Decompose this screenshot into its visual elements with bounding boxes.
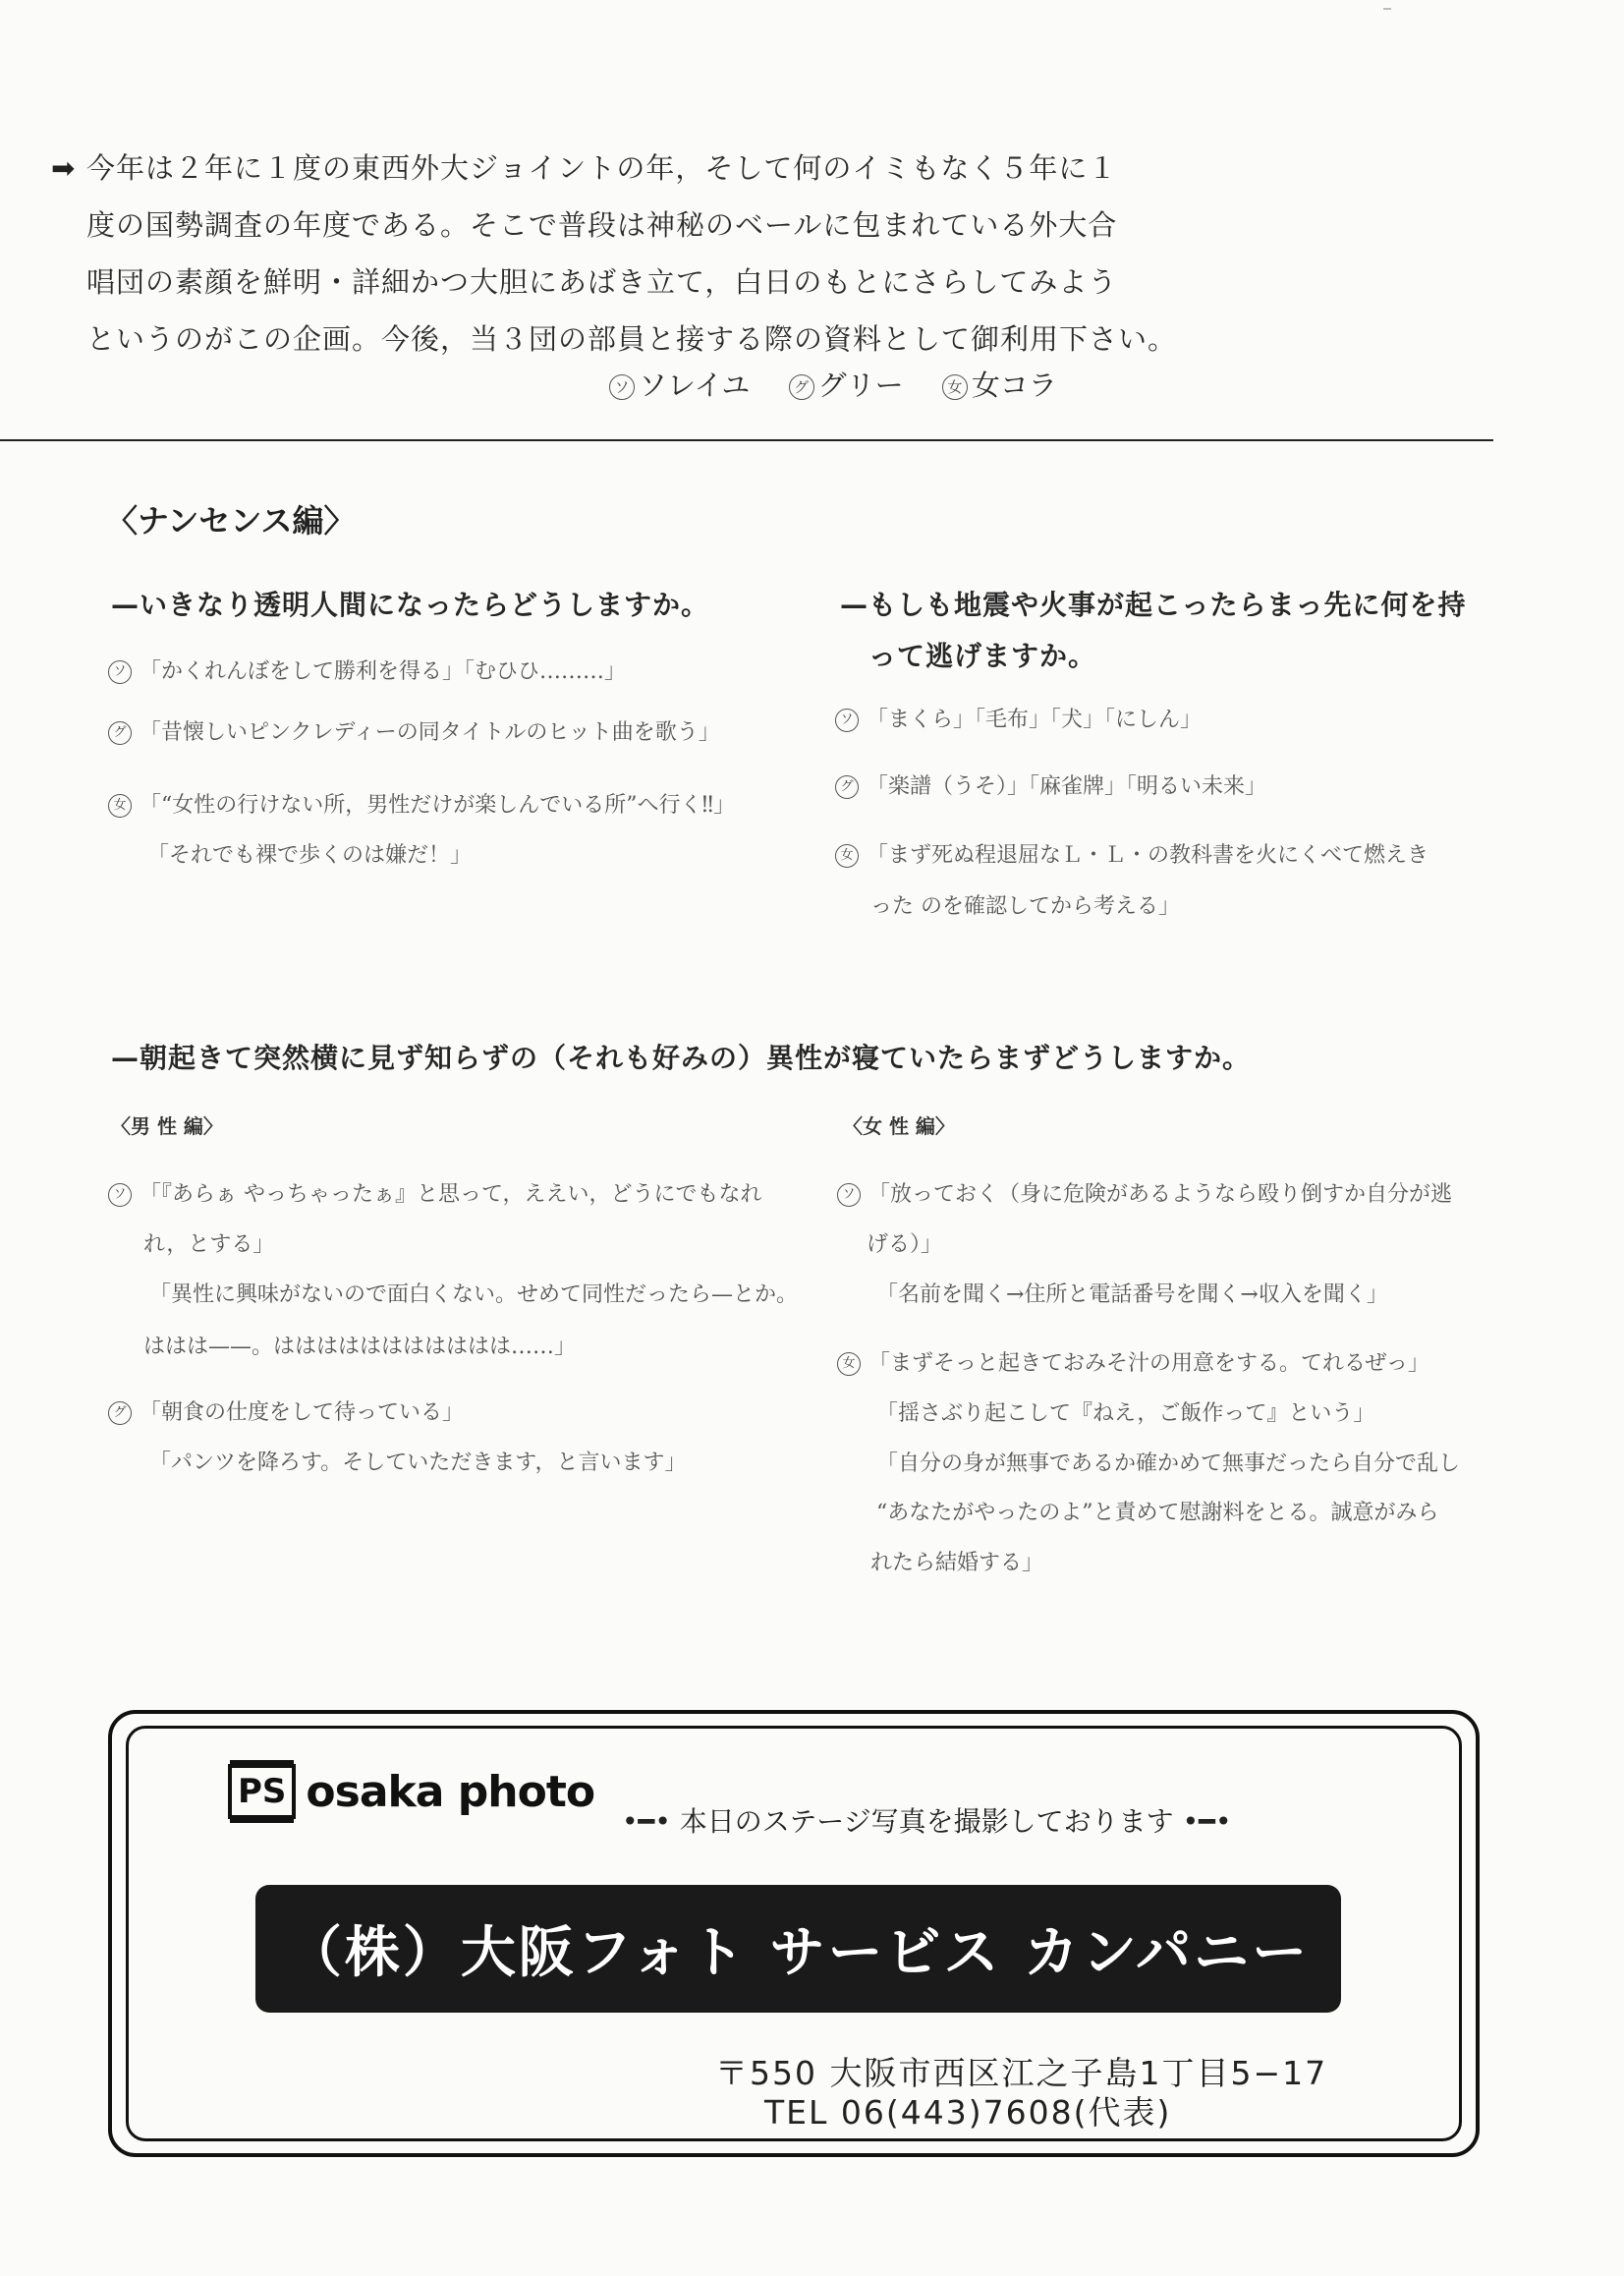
answer-q3-male-glee-line-2: 「パンツを降ろす。そしていただきます，と言います」: [149, 1451, 687, 1475]
circled-gu-icon: グ: [108, 721, 132, 745]
question-2-line-1: —もしも地震や火事が起こったらまっ先に何を持: [840, 589, 1467, 621]
answer-q3-female-women: 女 「まずそっと起きておみそ汁の用意をする。てれるぜっ」: [837, 1346, 1429, 1377]
section-title: 〈ナンセンス編〉: [106, 502, 356, 540]
logo-text: osaka photo: [306, 1766, 595, 1817]
intro-line-1: ➡ 今年は２年に１度の東西外大ジョイントの年，そして何のイミもなく５年に１: [51, 140, 1191, 197]
answer-q1-women: 女 「“女性の行けない所，男性だけが楽しんでいる所”へ行く‼」: [108, 788, 735, 819]
answer-q2-women-line-2: った のを確認してから考える」: [870, 894, 1180, 919]
answer-q3-female-soleil-line-2: げる）」: [867, 1232, 943, 1257]
answer-q1-glee: グ 「昔懐しいピンクレディーの同タイトルのヒット曲を歌う」: [108, 715, 720, 746]
circled-onna-icon: 女: [835, 844, 859, 868]
divider: [0, 439, 1493, 441]
circled-onna-icon: 女: [837, 1352, 861, 1376]
legend-item-glee: グ グリー: [789, 369, 904, 402]
answer-q3-female-soleil: ソ 「放っておく（身に危険があるようなら殴り倒すか自分が逃: [837, 1177, 1452, 1208]
male-section-heading: 〈男 性 編〉: [111, 1114, 223, 1138]
answer-q2-women: 女 「まず死ぬ程退屈なＬ・Ｌ・の教科書を火にくべて燃えき: [835, 838, 1428, 869]
osaka-photo-logo: [228, 1764, 594, 1819]
circled-gu-icon: グ: [835, 775, 859, 799]
company-address: 〒550 大阪市西区江之子島1丁目5−17: [715, 2054, 1328, 2092]
company-name-banner: （株）大阪フォト サービス カンパニー: [255, 1885, 1341, 2013]
intro-line-2: 度の国勢調査の年度である。そこで普段は神秘のベールに包まれている外大合: [86, 208, 1118, 242]
answer-q3-female-soleil-line-3: 「名前を聞く→住所と電話番号を聞く→収入を聞く」: [876, 1282, 1388, 1307]
answer-q1-soleil: ソ 「かくれんぼをして勝利を得る」「むひひ………」: [108, 654, 626, 685]
legend-item-soleil: ソ ソレイユ: [609, 369, 750, 402]
answer-q3-male-soleil: ソ 「『あらぁ やっちゃったぁ』と思って，ええい，どうにでもなれ: [108, 1177, 762, 1208]
circled-so-icon: ソ: [835, 709, 859, 732]
answer-q3-female-women-line-2: 「揺さぶり起こして『ねえ，ご飯作って』という」: [876, 1401, 1375, 1426]
answer-q3-female-women-line-4: “あなたがやったのよ”と責めて慰謝料をとる。誠意がみら: [876, 1501, 1439, 1525]
circled-onna-icon: 女: [942, 374, 968, 400]
circled-gu-icon: グ: [108, 1401, 132, 1425]
answer-q1-women-line-2: 「それでも裸で歩くのは嫌だ！」: [147, 843, 473, 868]
company-phone: TEL 06(443)7608(代表): [764, 2093, 1172, 2132]
arrow-right-icon: ➡: [51, 151, 77, 185]
circled-so-icon: ソ: [837, 1183, 861, 1207]
answer-q3-male-soleil-line-4: ははは——。ははははははははははは……」: [143, 1335, 577, 1359]
answer-q3-male-soleil-line-2: れ，とする」: [143, 1232, 275, 1257]
answer-q3-female-women-line-5: れたら結婚する」: [870, 1551, 1044, 1575]
legend-item-women-chorus: 女 女コラ: [942, 369, 1057, 402]
question-2-line-2: って逃げますか。: [868, 640, 1097, 672]
answer-q3-female-women-line-3: 「自分の身が無事であるか確かめて無事だったら自分で乱し: [876, 1451, 1461, 1476]
female-section-heading: 〈女 性 編〉: [843, 1114, 955, 1138]
scan-mark: [1383, 8, 1391, 10]
circled-so-icon: ソ: [108, 660, 132, 684]
choir-legend: [609, 364, 1087, 404]
answer-q2-glee: グ 「楽譜（うそ）」「麻雀牌」「明るい未来」: [835, 769, 1266, 800]
ad-tagline: •━• 本日のステージ写真を撮影しております •━•: [622, 1805, 1232, 1838]
circled-onna-icon: 女: [108, 794, 132, 818]
intro-line-4: というのがこの企画。今後，当３団の部員と接する際の資料として御利用下さい。: [86, 322, 1178, 356]
company-contact: [715, 2054, 1327, 2133]
question-3: —朝起きて突然横に見ず知らずの（それも好みの）異性が寝ていたらまずどうしますか。: [111, 1042, 1252, 1074]
ps-logo-mark: PS: [228, 1764, 296, 1819]
circled-so-icon: ソ: [609, 374, 635, 400]
intro-paragraph: [51, 140, 1191, 368]
answer-q3-male-soleil-line-3: 「異性に興味がないので面白くない。せめて同性だったら—とか。: [149, 1282, 799, 1307]
circled-gu-icon: グ: [789, 374, 814, 400]
intro-line-3: 唱団の素顔を鮮明・詳細かつ大胆にあばき立て，白日のもとにさらしてみよう: [86, 265, 1118, 299]
question-1: —いきなり透明人間になったらどうしますか。: [111, 589, 710, 621]
answer-q2-soleil: ソ 「まくら」「毛布」「犬」「にしん」: [835, 703, 1202, 733]
answer-q3-male-glee: グ 「朝食の仕度をして待っている」: [108, 1395, 464, 1426]
circled-so-icon: ソ: [108, 1183, 132, 1207]
